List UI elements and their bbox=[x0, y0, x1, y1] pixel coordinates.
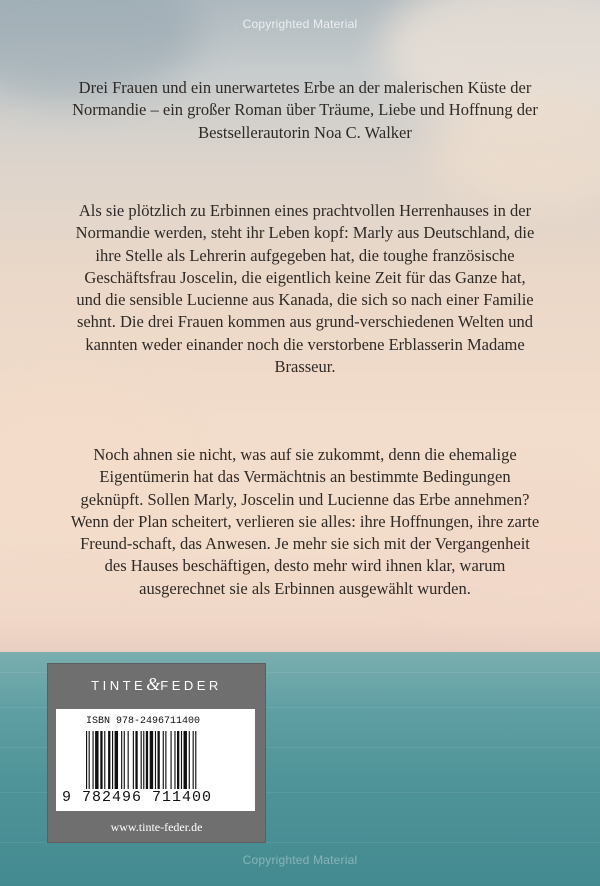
barcode-bar bbox=[181, 731, 182, 789]
barcode-bar bbox=[174, 731, 175, 789]
barcode-bar bbox=[135, 731, 137, 789]
barcode-bar bbox=[86, 731, 87, 789]
blurb-paragraph: Noch ahnen sie nicht, was auf sie zukommt, denn die ehemalige Eigentümerin hat das Vermächtnis an bestimmte Bedingungen geknüpft. Sollen Marly, Joscelin und Lucienne das Erbe annehmen? Wenn der Plan scheitert, verlieren sie alles: ihre Hoffnungen, ihre zarte Freund-schaft, das Anwesen. Je mehr sie sich mit der Vergangenheit des Hauses beschäftigen, desto mehr wird ihnen klar, warum ausgerechnet sie als Erbinnen ausgewählt wurden. bbox=[70, 445, 540, 598]
blurb-paragraph: Als sie plötzlich zu Erbinnen eines prachtvollen Herrenhauses in der Normandie werden, steht ihr Leben kopf: Marly aus Deutschland, die ihre Stelle als Lehrerin aufgegeben hat, die toughe französische Geschäftsfrau Joscelin, die eigentlich keine Zeit für das Ganze hat, und die sensible Lucienne aus Kanada, die sich so nach einer Familie sehnt. Die drei Frauen kommen aus grund-verschiedenen Welten und kannten weder einander noch die verstorbene Erblasserin Madame Brasseur. bbox=[75, 201, 535, 377]
barcode-bar bbox=[155, 731, 156, 789]
barcode-bar bbox=[95, 731, 98, 789]
barcode-digits: 9 782496 711400 bbox=[62, 789, 213, 806]
publisher-logo: TINTE&FEDER bbox=[91, 674, 222, 694]
barcode-bar bbox=[141, 731, 142, 789]
copyright-watermark: Copyrighted Material bbox=[242, 853, 358, 867]
barcode-bar bbox=[158, 731, 160, 789]
barcode-bar bbox=[193, 731, 194, 789]
barcode-bar bbox=[165, 731, 166, 789]
barcode-bar bbox=[100, 731, 102, 789]
barcode-bar bbox=[108, 731, 110, 789]
barcode bbox=[86, 731, 244, 789]
barcode-bar bbox=[150, 731, 153, 789]
barcode-panel bbox=[56, 709, 255, 811]
barcode-bar bbox=[128, 731, 129, 789]
publisher-box bbox=[47, 663, 266, 843]
ampersand: & bbox=[146, 674, 161, 694]
barcode-bar bbox=[146, 731, 148, 789]
barcode-bar bbox=[143, 731, 144, 789]
barcode-bar bbox=[195, 731, 196, 789]
tagline: Drei Frauen und ein unerwartetes Erbe an der malerischen Küste der Normandie – ein großer Roman über Träume, Liebe und Hoffnung der Bestsellerautorin Noa C. Walker bbox=[72, 78, 538, 142]
barcode-bar bbox=[93, 731, 94, 789]
barcode-bar bbox=[133, 731, 134, 789]
barcode-bar bbox=[184, 731, 187, 789]
barcode-bar bbox=[124, 731, 125, 789]
barcode-bar bbox=[121, 731, 122, 789]
barcode-bar bbox=[104, 731, 105, 789]
isbn-label: ISBN 978-2496711400 bbox=[86, 716, 201, 727]
barcode-bar bbox=[89, 731, 90, 789]
barcode-bar bbox=[115, 731, 118, 789]
copyright-watermark: Copyrighted Material bbox=[242, 17, 358, 31]
publisher-website: www.tinte-feder.de bbox=[110, 820, 203, 834]
barcode-bar bbox=[189, 731, 190, 789]
barcode-bar bbox=[177, 731, 179, 789]
barcode-bar bbox=[112, 731, 113, 789]
barcode-bar bbox=[171, 731, 172, 789]
barcode-bar bbox=[163, 731, 164, 789]
